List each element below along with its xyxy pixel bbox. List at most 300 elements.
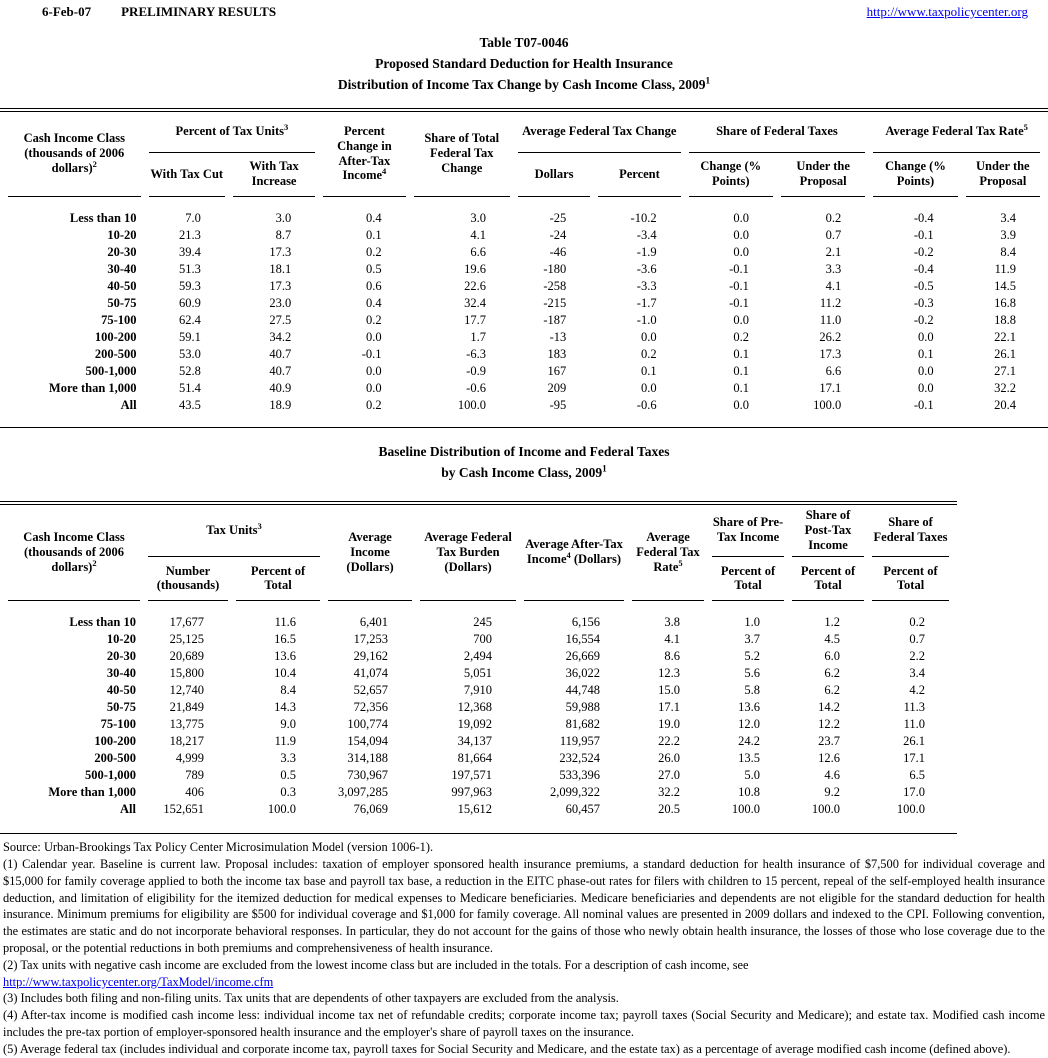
cell-value: 40.7	[269, 347, 292, 361]
cell-value: 0.0	[640, 381, 657, 395]
cell-value: 22.2	[658, 734, 681, 749]
col-header-avg-after-tax-income: Average After-Tax Income$^4$ (Dollars)	[524, 505, 624, 601]
cell-value: 19.0	[658, 717, 681, 732]
cell-value: 17.1	[658, 700, 681, 715]
col-header-pct-change-after-tax: Percent Change in After-Tax Income$^4$	[323, 112, 405, 197]
cell-value: 10.4	[274, 666, 297, 681]
table-row	[8, 363, 1040, 380]
row-label: 10-20	[107, 228, 137, 242]
col-header-share-total-change: Share of Total Federal Tax Change	[414, 112, 510, 197]
cell-value: 53.0	[178, 347, 201, 361]
cell-value: 209	[547, 381, 567, 395]
cell-value: 5.8	[744, 683, 761, 698]
cell-value: 0.1	[733, 347, 749, 361]
cell-value: 0.2	[365, 245, 382, 259]
cell-value: -25	[549, 211, 567, 225]
cell-value: 59,988	[565, 700, 601, 715]
footnote-source: Source: Urban-Brookings Tax Policy Center Microsimulation Model (version 1006-1).	[3, 840, 434, 855]
row-label: 40-50	[106, 683, 136, 698]
row-label: More than 1,000	[48, 381, 137, 395]
cell-value: 18,217	[169, 734, 204, 749]
cell-value: 15,612	[457, 802, 493, 817]
cell-value: 22.1	[994, 330, 1016, 344]
table-row	[8, 682, 949, 699]
footnote-4: (4) After-tax income is modified cash income less: individual income tax net of refundable credits; corporate income tax; payroll taxes (Social Security and Medicare); and estate tax. Modified cash income includes the pre-tax portion of employer-sponsored health insurance and the employer's share of payroll taxes on the insurance.	[3, 1008, 1045, 1040]
cell-value: 3.7	[744, 632, 761, 647]
cell-value: 11.0	[903, 717, 926, 732]
cell-value: 0.1	[640, 364, 657, 378]
cell-value: 197,571	[451, 768, 493, 783]
cell-value: 52,657	[353, 683, 389, 698]
cell-value: 100.0	[896, 802, 926, 817]
cell-value: -0.5	[913, 279, 934, 293]
cell-value: 0.0	[918, 381, 934, 395]
col-group-share-fed-taxes: Share of Federal Taxes	[689, 112, 866, 153]
cell-value: 23.7	[818, 734, 841, 749]
cell-value: 0.0	[733, 211, 749, 225]
table-row	[8, 295, 1040, 312]
cell-value: 6.2	[824, 666, 841, 681]
cell-value: 32.2	[994, 381, 1016, 395]
footnote-marker: 1	[705, 75, 711, 86]
cell-value: 4.1	[664, 632, 681, 647]
footnote-marker: 5	[678, 557, 683, 568]
cell-value: -3.4	[636, 228, 657, 242]
cell-value: 16,554	[565, 632, 601, 647]
table-row	[8, 699, 949, 716]
cell-value: 11.0	[819, 313, 842, 327]
taxpolicycenter-link[interactable]: http://www.taxpolicycenter.org	[866, 4, 1028, 19]
row-label: 30-40	[106, 666, 136, 681]
col-header-dollars: Dollars	[518, 153, 590, 197]
baseline-table-body	[8, 601, 949, 818]
table-row	[8, 601, 949, 631]
cell-value: 9.2	[824, 785, 841, 800]
col-header-share-fed-taxes: Share of Federal Taxes	[872, 505, 949, 557]
cell-value: 13.6	[738, 700, 761, 715]
row-label: 75-100	[100, 717, 136, 732]
table-row	[8, 278, 1040, 295]
cell-value: 11.6	[274, 615, 297, 630]
cell-value: 8.4	[1000, 245, 1016, 259]
cell-value: -13	[549, 330, 567, 344]
cell-value: 17.1	[903, 751, 926, 766]
cell-value: 0.7	[825, 228, 842, 242]
cell-value: 3.0	[275, 211, 292, 225]
col-header-number-thousands: Number (thousands)	[148, 557, 228, 601]
row-label: 500-1,000	[85, 364, 137, 378]
row-label: 40-50	[107, 279, 137, 293]
cell-value: 6.6	[470, 245, 486, 259]
table-row	[8, 312, 1040, 329]
cell-value: 3.8	[664, 615, 681, 630]
baseline-distribution-table	[0, 505, 957, 818]
row-label: 10-20	[106, 632, 136, 647]
preliminary-results-label: PRELIMINARY RESULTS	[121, 4, 277, 19]
cell-value: 32.4	[464, 296, 486, 310]
cell-value: 0.7	[909, 632, 926, 647]
cell-value: 72,356	[353, 700, 389, 715]
cell-value: 26,669	[565, 649, 601, 664]
cell-value: 0.2	[365, 313, 382, 327]
cell-value: -1.9	[636, 245, 657, 259]
cell-value: 26.1	[994, 347, 1016, 361]
cell-value: 60,457	[565, 802, 601, 817]
cell-value: 18.8	[994, 313, 1016, 327]
tax-change-table-body	[8, 197, 1040, 414]
col-header-avg-fed-tax-burden: Average Federal Tax Burden (Dollars)	[420, 505, 516, 601]
cell-value: 0.1	[733, 381, 749, 395]
row-label: All	[120, 398, 137, 412]
cell-value: 5.2	[744, 649, 761, 664]
cell-value: 8.4	[280, 683, 297, 698]
proposal-title: Proposed Standard Deduction for Health Insurance	[375, 56, 673, 71]
cell-value: 7,910	[463, 683, 493, 698]
cell-value: 11.9	[274, 734, 297, 749]
cell-value: -1.0	[636, 313, 657, 327]
cell-value: 9.0	[280, 717, 297, 732]
cell-value: 27.1	[994, 364, 1016, 378]
cell-value: 1.7	[470, 330, 486, 344]
cell-value: 24.2	[738, 734, 761, 749]
col-header-percent-of-total: Percent of Total	[236, 557, 320, 601]
cell-value: -46	[549, 245, 567, 259]
cell-value: 730,967	[347, 768, 389, 783]
col-header-percent-of-total: Percent of Total	[872, 557, 949, 601]
cell-value: 4,999	[175, 751, 204, 766]
cell-value: 13.5	[738, 751, 761, 766]
cell-value: 0.3	[280, 785, 297, 800]
cell-value: -3.3	[636, 279, 657, 293]
cell-value: 5.0	[744, 768, 761, 783]
cell-value: 100.0	[731, 802, 761, 817]
cell-value: 26.0	[658, 751, 681, 766]
table-row	[8, 750, 949, 767]
cell-value: 44,748	[565, 683, 601, 698]
income-tax-change-table	[0, 112, 1048, 414]
cell-value: -0.1	[913, 398, 934, 412]
cell-value: 20.4	[994, 398, 1016, 412]
cell-value: 154,094	[347, 734, 389, 749]
row-label: 500-1,000	[84, 768, 136, 783]
cell-value: 167	[547, 364, 567, 378]
cell-value: 20.5	[658, 802, 681, 817]
cell-value: -187	[543, 313, 567, 327]
cell-value: 0.0	[733, 313, 749, 327]
row-label: 30-40	[107, 262, 137, 276]
cell-value: 17.3	[819, 347, 842, 361]
cell-value: 6.6	[825, 364, 842, 378]
cell-value: -6.3	[466, 347, 486, 361]
baseline-table-title	[0, 441, 1048, 483]
cell-value: 0.0	[365, 364, 382, 378]
cell-value: -180	[543, 262, 567, 276]
cell-value: 119,957	[559, 734, 601, 749]
cell-value: 4.5	[824, 632, 841, 647]
header-row-groups	[8, 112, 1040, 153]
cell-value: -0.1	[729, 296, 749, 310]
cell-value: 17.1	[819, 381, 842, 395]
cell-value: 62.4	[178, 313, 201, 327]
cell-value: -0.1	[913, 228, 934, 242]
cell-value: 36,022	[565, 666, 601, 681]
cell-value: -0.6	[466, 381, 486, 395]
cell-value: 21.3	[178, 228, 201, 242]
cell-value: 13.6	[274, 649, 297, 664]
table-row	[8, 244, 1040, 261]
col-header-percent: Percent	[598, 153, 680, 197]
cell-value: 0.2	[909, 615, 926, 630]
cell-value: 27.5	[269, 313, 292, 327]
cell-value: 12,740	[169, 683, 204, 698]
cell-value: 17.3	[269, 245, 292, 259]
table-row	[8, 397, 1040, 414]
cell-value: 23.0	[269, 296, 292, 310]
cell-value: 76,069	[353, 802, 389, 817]
cell-value: 17.3	[269, 279, 292, 293]
table-row	[8, 784, 949, 801]
col-group-percent-tax-units: Percent of Tax Units$^3$	[149, 112, 316, 153]
row-label: 20-30	[107, 245, 137, 259]
cell-value: 40.7	[269, 364, 292, 378]
cell-value: -0.1	[729, 262, 749, 276]
cell-value: 34.2	[269, 330, 292, 344]
col-group-tax-units: Tax Units$^3$	[148, 505, 320, 557]
col-header-percent-of-total: Percent of Total	[712, 557, 784, 601]
cell-value: 0.1	[733, 364, 749, 378]
cell-value: 100.0	[811, 802, 841, 817]
row-label: All	[120, 802, 136, 817]
col-header-with-tax-cut: With Tax Cut	[149, 153, 225, 197]
cell-value: 41,074	[353, 666, 389, 681]
cell-value: 15.0	[658, 683, 681, 698]
cell-value: 100.0	[457, 398, 486, 412]
cell-value: -215	[543, 296, 567, 310]
cell-value: 0.0	[918, 364, 934, 378]
table-row	[8, 197, 1040, 227]
cell-value: 245	[473, 615, 493, 630]
cell-value: 232,524	[559, 751, 601, 766]
cell-value: 0.1	[918, 347, 934, 361]
cell-value: 18.1	[269, 262, 292, 276]
cell-value: 700	[473, 632, 493, 647]
cell-value: 0.0	[733, 228, 749, 242]
cell-value: 3.3	[280, 751, 297, 766]
footnote-marker: 3	[283, 121, 289, 132]
row-label: More than 1,000	[48, 785, 136, 800]
cell-value: 997,963	[451, 785, 493, 800]
cell-value: 11.2	[819, 296, 842, 310]
table-row	[8, 329, 1040, 346]
col-header-share-pre-tax: Share of Pre-Tax Income	[712, 505, 784, 557]
col-group-avg-fed-tax-change: Average Federal Tax Change	[518, 112, 681, 153]
table-row	[8, 631, 949, 648]
table-row	[8, 227, 1040, 244]
row-label: 100-200	[94, 734, 136, 749]
row-label: 75-100	[101, 313, 137, 327]
cell-value: 8.7	[275, 228, 292, 242]
cell-value: 0.1	[365, 228, 382, 242]
cell-value: 40.9	[269, 381, 292, 395]
cell-value: -3.6	[636, 262, 657, 276]
tax-change-table-section	[0, 108, 1048, 428]
cell-value: 3.3	[825, 262, 842, 276]
footnote-3: (3) Includes both filing and non-filing units. Tax units that are dependents of other taxpayers are excluded from the analysis.	[3, 991, 619, 1006]
footnote-marker: 1	[602, 463, 607, 474]
cell-value: -1.7	[636, 296, 657, 310]
cell-value: 12.6	[818, 751, 841, 766]
col-header-change-points: Change (% Points)	[689, 153, 773, 197]
header-row-groups	[8, 505, 949, 557]
table-row	[8, 648, 949, 665]
footnote-5: (5) Average federal tax (includes individual and corporate income tax, payroll taxes for Social Security and Medicare, and the estate tax) as a percentage of average modified cash income (defined above).	[3, 1041, 1011, 1056]
cell-value: 27.0	[658, 768, 681, 783]
cell-value: 2.2	[909, 649, 926, 664]
table-row	[8, 733, 949, 750]
cell-value: 4.2	[909, 683, 926, 698]
cell-value: 4.1	[825, 279, 842, 293]
cell-value: 26.1	[903, 734, 926, 749]
col-header-avg-fed-tax-rate: Average Federal Tax Rate$^5$	[632, 505, 704, 601]
footnotes	[0, 839, 1048, 1057]
footnote-marker: 2	[92, 158, 97, 169]
cell-value: 2.1	[825, 245, 842, 259]
table-row	[8, 380, 1040, 397]
cell-value: 6,401	[359, 615, 389, 630]
page-header	[0, 0, 1048, 22]
footnote-marker: 4	[566, 549, 571, 560]
cell-value: 43.5	[178, 398, 201, 412]
cell-value: 3,097,285	[338, 785, 389, 800]
cell-value: 0.2	[825, 211, 842, 225]
cell-value: 17.7	[464, 313, 486, 327]
cell-value: 5.6	[744, 666, 761, 681]
income-definition-link[interactable]: http://www.taxpolicycenter.org/TaxModel/income.cfm	[3, 974, 274, 989]
cell-value: 19,092	[457, 717, 493, 732]
col-header-under-proposal: Under the Proposal	[966, 153, 1040, 197]
cell-value: 16.5	[274, 632, 297, 647]
cell-value: 0.0	[365, 330, 382, 344]
col-header-share-post-tax: Share of Post-Tax Income	[792, 505, 864, 557]
cell-value: 3.4	[909, 666, 926, 681]
col-header-avg-income: Average Income (Dollars)	[328, 505, 412, 601]
col-header-income-class: Cash Income Class (thousands of 2006 dollars)$^2$	[8, 112, 141, 197]
table-row	[8, 767, 949, 784]
cell-value: 12,368	[457, 700, 493, 715]
cell-value: 0.0	[733, 245, 749, 259]
cell-value: 0.2	[733, 330, 749, 344]
cell-value: 6.0	[824, 649, 841, 664]
row-label: 200-500	[94, 347, 137, 361]
cell-value: -0.2	[913, 245, 934, 259]
cell-value: 789	[185, 768, 204, 783]
cell-value: 34,137	[457, 734, 493, 749]
baseline-table-section	[0, 501, 957, 834]
row-label: Less than 10	[69, 615, 136, 630]
table-number-title: Table T07-0046	[479, 35, 569, 50]
row-label: 200-500	[94, 751, 136, 766]
cell-value: 52.8	[178, 364, 201, 378]
cell-value: 18.9	[269, 398, 292, 412]
doc-date: 6-Feb-07	[42, 4, 92, 19]
col-header-with-tax-increase: With Tax Increase	[233, 153, 315, 197]
row-label: 50-75	[107, 296, 137, 310]
cell-value: 7.0	[185, 211, 201, 225]
cell-value: 0.0	[733, 398, 749, 412]
cell-value: 5,051	[463, 666, 493, 681]
cell-value: 183	[547, 347, 567, 361]
cell-value: 8.6	[664, 649, 681, 664]
cell-value: -0.3	[913, 296, 934, 310]
cell-value: 12.0	[738, 717, 761, 732]
cell-value: 81,682	[565, 717, 601, 732]
footnote-2-link-line	[3, 974, 1045, 991]
cell-value: 0.4	[365, 211, 382, 225]
table-row	[8, 346, 1040, 363]
cell-value: 11.9	[994, 262, 1016, 276]
cell-value: 4.1	[470, 228, 486, 242]
cell-value: 0.0	[365, 381, 382, 395]
cell-value: 4.6	[824, 768, 841, 783]
cell-value: -0.2	[913, 313, 934, 327]
cell-value: -0.6	[636, 398, 657, 412]
cell-value: 59.3	[178, 279, 201, 293]
distribution-title: Distribution of Income Tax Change by Cash Income Class, 2009$^1$	[337, 75, 711, 92]
cell-value: 0.5	[365, 262, 382, 276]
cell-value: 0.4	[365, 296, 382, 310]
cell-value: 1.2	[824, 615, 841, 630]
cell-value: 100.0	[813, 398, 842, 412]
cell-value: 14.5	[994, 279, 1016, 293]
cell-value: 81,664	[457, 751, 493, 766]
footnote-marker: 3	[257, 520, 262, 531]
cell-value: 17.0	[903, 785, 926, 800]
cell-value: 533,396	[559, 768, 601, 783]
cell-value: 19.6	[464, 262, 486, 276]
cell-value: 22.6	[464, 279, 486, 293]
cell-value: 3.4	[1000, 211, 1016, 225]
col-header-change-points: Change (% Points)	[873, 153, 957, 197]
cell-value: 10.8	[738, 785, 761, 800]
cell-value: 20,689	[169, 649, 204, 664]
cell-value: 26.2	[819, 330, 842, 344]
col-header-percent-of-total: Percent of Total	[792, 557, 864, 601]
footnote-1: (1) Calendar year. Baseline is current law. Proposal includes: taxation of employer sponsored health insurance premiums, a standard deduction for health insurance of $7,500 for individual coverage and $15,000 for family coverage applied to both the income tax base and payroll tax base, a reduction in the EITC phase-out rates for filers with children to 15 percent, repeal of the self-employed health insurance deduction, and limitation of eligibility for the itemized deduction for medical expenses to Medicare beneficiaries. Medicare beneficiaries and dependents are not eligible for the standard deduction for health insurance. Minimum premiums for eligibility are $500 for individual coverage and $1,000 for family coverage. All nominal values are presented in 2009 dollars and indexed to the CPI. Following convention, the estimates are static and do not incorporate behavioral responses. In particular, they do not account for the gains of those who newly obtain health insurance, the losses of those who lose coverage due to the proposal, or the potential reductions in both premiums and comprehensiveness of health insurance.	[3, 857, 1045, 956]
cell-value: -0.4	[913, 211, 934, 225]
cell-value: 17,677	[169, 615, 204, 630]
table-row	[8, 261, 1040, 278]
col-group-avg-fed-tax-rate: Average Federal Tax Rate$^5$	[873, 112, 1040, 153]
cell-value: 51.4	[178, 381, 201, 395]
footnote-marker: 2	[92, 557, 97, 568]
cell-value: 1.0	[744, 615, 761, 630]
cell-value: 100,774	[347, 717, 389, 732]
cell-value: 2,494	[463, 649, 493, 664]
cell-value: 6.2	[824, 683, 841, 698]
cell-value: 17,253	[353, 632, 389, 647]
cell-value: -95	[549, 398, 567, 412]
cell-value: 6.5	[909, 768, 926, 783]
header-row-sub	[8, 153, 1040, 197]
cell-value: 21,849	[169, 700, 204, 715]
cell-value: 12.3	[658, 666, 681, 681]
baseline-title-line2: by Cash Income Class, 2009$^1$	[441, 463, 607, 480]
cell-value: 14.2	[818, 700, 841, 715]
cell-value: 11.3	[903, 700, 926, 715]
cell-value: 152,651	[163, 802, 204, 817]
row-label: 100-200	[94, 330, 137, 344]
table-row	[8, 665, 949, 682]
